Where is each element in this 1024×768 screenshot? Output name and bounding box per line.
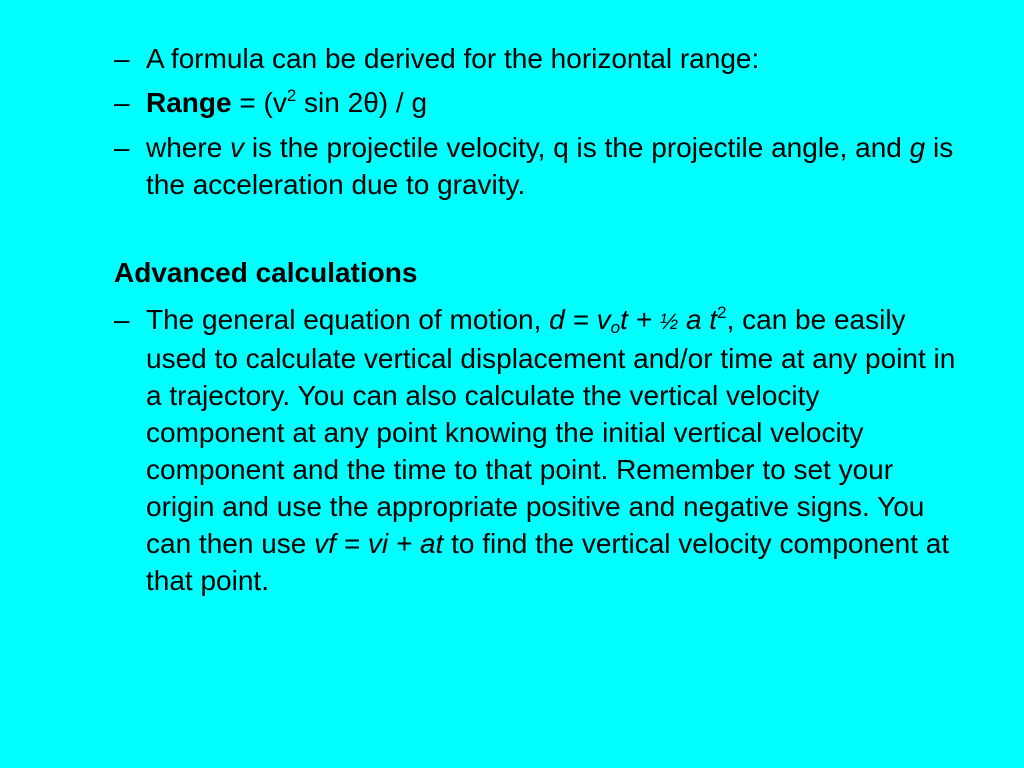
range-label: Range bbox=[146, 87, 232, 118]
equation-part: = (v bbox=[231, 87, 287, 118]
equation-part: ) / g bbox=[378, 87, 428, 118]
bullet-dash: – bbox=[114, 43, 130, 74]
text-part: to find the vertical velocity component at that point. bbox=[146, 528, 950, 596]
bullet-dash: – bbox=[114, 132, 130, 163]
text-part: The general equation of motion, bbox=[146, 304, 550, 335]
bullet-variable-definitions bbox=[114, 129, 964, 203]
bullet-range-equation bbox=[114, 84, 964, 121]
bullet-dash: – bbox=[114, 304, 130, 335]
bullet-text: A formula can be derived for the horizontal range: bbox=[146, 43, 760, 74]
subscript-text: o bbox=[610, 318, 621, 337]
section-heading: Advanced calculations bbox=[114, 257, 418, 288]
text-part: where bbox=[146, 132, 231, 163]
bullet-equation-of-motion bbox=[114, 301, 964, 599]
bullet-dash: – bbox=[114, 87, 130, 118]
theta-symbol: θ bbox=[363, 87, 379, 118]
equation-vf: vf = vi + at bbox=[314, 528, 444, 559]
text-part: is the projectile velocity, q is the projectile angle, and bbox=[244, 132, 910, 163]
range-equation bbox=[146, 84, 964, 121]
var-v: v bbox=[230, 132, 245, 163]
text-part: , can be easily used to calculate vertical displacement and/or time at any point in a trajectory. You can also calculate the vertical velocity component at any point knowing the initial vertical velocity component and the time to that point. Remember to set your origin and use the appropriate positive and negative signs. You can then use bbox=[146, 304, 956, 559]
equation-part: t + bbox=[620, 304, 660, 335]
equation-part: d = v bbox=[549, 304, 611, 335]
equation-part: sin 2 bbox=[296, 87, 364, 118]
bullet-text bbox=[146, 301, 964, 599]
half-symbol: ½ bbox=[659, 309, 679, 334]
subscript-o bbox=[611, 318, 620, 337]
var-g: g bbox=[909, 132, 926, 163]
text-part: is the acceleration due to gravity. bbox=[146, 132, 954, 200]
superscript-2: 2 bbox=[286, 86, 297, 105]
superscript-2: 2 bbox=[717, 303, 727, 322]
equation-part: a t bbox=[678, 304, 718, 335]
bullet-range-formula-intro bbox=[114, 40, 964, 77]
bullet-text bbox=[146, 129, 964, 203]
